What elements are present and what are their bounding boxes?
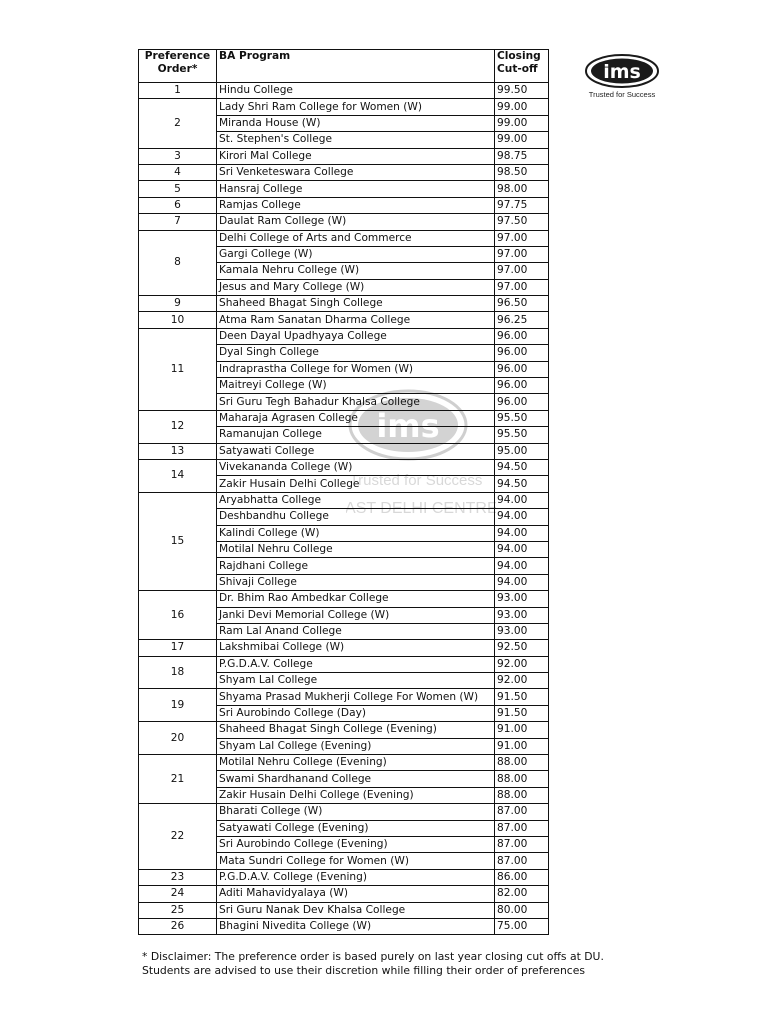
preference-order-cell: 2 xyxy=(139,99,217,148)
college-name-cell: Swami Shardhanand College xyxy=(217,771,495,787)
table-row xyxy=(139,410,549,426)
cutoff-cell: 91.00 xyxy=(495,722,549,738)
college-name-cell: Maharaja Agrasen College xyxy=(217,410,495,426)
table-row xyxy=(139,214,549,230)
cutoff-cell: 88.00 xyxy=(495,771,549,787)
table-row xyxy=(139,459,549,475)
college-name-cell: Delhi College of Arts and Commerce xyxy=(217,230,495,246)
cutoff-cell: 94.00 xyxy=(495,541,549,557)
cutoff-cell: 95.50 xyxy=(495,427,549,443)
college-name-cell: Bharati College (W) xyxy=(217,804,495,820)
preference-order-cell: 14 xyxy=(139,459,217,492)
cutoff-cell: 91.50 xyxy=(495,705,549,721)
preference-order-cell: 17 xyxy=(139,640,217,656)
cutoff-cell: 99.00 xyxy=(495,99,549,115)
table-row xyxy=(139,902,549,918)
preference-order-cell: 16 xyxy=(139,591,217,640)
preference-order-cell: 25 xyxy=(139,902,217,918)
cutoff-cell: 88.00 xyxy=(495,787,549,803)
cutoff-cell: 96.00 xyxy=(495,378,549,394)
preference-order-cell: 10 xyxy=(139,312,217,328)
college-name-cell: Shaheed Bhagat Singh College (Evening) xyxy=(217,722,495,738)
cutoff-cell: 93.00 xyxy=(495,591,549,607)
cutoff-cell: 94.00 xyxy=(495,492,549,508)
table-row xyxy=(139,886,549,902)
college-name-cell: Kamala Nehru College (W) xyxy=(217,263,495,279)
cutoff-cell: 91.00 xyxy=(495,738,549,754)
preference-order-cell: 9 xyxy=(139,296,217,312)
college-name-cell: Lady Shri Ram College for Women (W) xyxy=(217,99,495,115)
table-row xyxy=(139,722,549,738)
college-name-cell: P.G.D.A.V. College (Evening) xyxy=(217,869,495,885)
college-name-cell: Hindu College xyxy=(217,83,495,99)
table-row xyxy=(139,296,549,312)
cutoff-cell: 99.50 xyxy=(495,83,549,99)
table-row xyxy=(139,83,549,99)
college-name-cell: St. Stephen's College xyxy=(217,132,495,148)
cutoff-table xyxy=(138,49,549,935)
logo-tagline: Trusted for Success xyxy=(588,90,656,99)
preference-order-cell: 3 xyxy=(139,148,217,164)
watermark-centre: EAST DELHI CENTRE xyxy=(346,500,496,517)
college-name-cell: Ramjas College xyxy=(217,197,495,213)
college-name-cell: Deen Dayal Upadhyaya College xyxy=(217,328,495,344)
preference-order-cell: 18 xyxy=(139,656,217,689)
preference-order-cell: 15 xyxy=(139,492,217,590)
preference-order-cell: 7 xyxy=(139,214,217,230)
table-row xyxy=(139,443,549,459)
college-name-cell: Dr. Bhim Rao Ambedkar College xyxy=(217,591,495,607)
college-name-cell: Mata Sundri College for Women (W) xyxy=(217,853,495,869)
college-name-cell: Motilal Nehru College (Evening) xyxy=(217,755,495,771)
cutoff-cell: 93.00 xyxy=(495,623,549,639)
college-name-cell: Hansraj College xyxy=(217,181,495,197)
college-name-cell: Rajdhani College xyxy=(217,558,495,574)
preference-order-cell: 5 xyxy=(139,181,217,197)
cutoff-cell: 87.00 xyxy=(495,804,549,820)
preference-order-cell: 26 xyxy=(139,918,217,934)
preference-order-cell: 20 xyxy=(139,722,217,755)
college-name-cell: Kirori Mal College xyxy=(217,148,495,164)
cutoff-cell: 87.00 xyxy=(495,836,549,852)
college-name-cell: Lakshmibai College (W) xyxy=(217,640,495,656)
college-name-cell: Indraprastha College for Women (W) xyxy=(217,361,495,377)
college-name-cell: Ramanujan College xyxy=(217,427,495,443)
table-row xyxy=(139,640,549,656)
table-row xyxy=(139,148,549,164)
college-name-cell: Shivaji College xyxy=(217,574,495,590)
college-name-cell: Daulat Ram College (W) xyxy=(217,214,495,230)
college-name-cell: Jesus and Mary College (W) xyxy=(217,279,495,295)
college-name-cell: Miranda House (W) xyxy=(217,115,495,131)
college-name-cell: P.G.D.A.V. College xyxy=(217,656,495,672)
cutoff-cell: 96.00 xyxy=(495,345,549,361)
preference-order-cell: 11 xyxy=(139,328,217,410)
cutoff-cell: 99.00 xyxy=(495,132,549,148)
logo-text: ims xyxy=(603,61,641,83)
preference-order-cell: 24 xyxy=(139,886,217,902)
cutoff-cell: 97.00 xyxy=(495,279,549,295)
watermark-tagline: Trusted for Success xyxy=(349,472,483,489)
cutoff-cell: 94.00 xyxy=(495,509,549,525)
cutoff-cell: 86.00 xyxy=(495,869,549,885)
cutoff-cell: 91.50 xyxy=(495,689,549,705)
cutoff-cell: 80.00 xyxy=(495,902,549,918)
cutoff-cell: 82.00 xyxy=(495,886,549,902)
cutoff-cell: 98.75 xyxy=(495,148,549,164)
cutoff-cell: 96.00 xyxy=(495,361,549,377)
table-row xyxy=(139,492,549,508)
college-name-cell: Shyam Lal College xyxy=(217,673,495,689)
college-name-cell: Zakir Husain Delhi College (Evening) xyxy=(217,787,495,803)
preference-order-cell: 4 xyxy=(139,164,217,180)
college-name-cell: Deshbandhu College xyxy=(217,509,495,525)
cutoff-cell: 94.00 xyxy=(495,558,549,574)
preference-order-cell: 1 xyxy=(139,83,217,99)
disclaimer xyxy=(142,950,742,978)
college-name-cell: Satyawati College (Evening) xyxy=(217,820,495,836)
cutoff-cell: 97.00 xyxy=(495,246,549,262)
cutoff-cell: 92.00 xyxy=(495,656,549,672)
table-row xyxy=(139,230,549,246)
table-row xyxy=(139,689,549,705)
table-row xyxy=(139,197,549,213)
college-name-cell: Dyal Singh College xyxy=(217,345,495,361)
cutoff-cell: 88.00 xyxy=(495,755,549,771)
college-name-cell: Shaheed Bhagat Singh College xyxy=(217,296,495,312)
college-name-cell: Sri Guru Tegh Bahadur Khalsa College xyxy=(217,394,495,410)
table-row xyxy=(139,312,549,328)
college-name-cell: Zakir Husain Delhi College xyxy=(217,476,495,492)
college-name-cell: Bhagini Nivedita College (W) xyxy=(217,918,495,934)
preference-order-cell: 22 xyxy=(139,804,217,870)
cutoff-cell: 92.00 xyxy=(495,673,549,689)
table-row xyxy=(139,804,549,820)
header-preference-order: Preference Order* xyxy=(139,50,217,83)
preference-order-cell: 12 xyxy=(139,410,217,443)
cutoff-cell: 94.50 xyxy=(495,476,549,492)
cutoff-cell: 97.50 xyxy=(495,214,549,230)
cutoff-cell: 96.50 xyxy=(495,296,549,312)
college-name-cell: Ram Lal Anand College xyxy=(217,623,495,639)
table-row xyxy=(139,869,549,885)
cutoff-cell: 97.00 xyxy=(495,263,549,279)
table-row xyxy=(139,99,549,115)
college-name-cell: Gargi College (W) xyxy=(217,246,495,262)
disclaimer-line-1: * Disclaimer: The preference order is based purely on last year closing cut offs at DU. xyxy=(142,950,604,963)
table-body xyxy=(139,83,549,935)
cutoff-cell: 95.50 xyxy=(495,410,549,426)
table-row xyxy=(139,181,549,197)
preference-order-cell: 21 xyxy=(139,755,217,804)
college-name-cell: Sri Venketeswara College xyxy=(217,164,495,180)
college-name-cell: Shyam Lal College (Evening) xyxy=(217,738,495,754)
college-name-cell: Shyama Prasad Mukherji College For Women (W) xyxy=(217,689,495,705)
cutoff-cell: 93.00 xyxy=(495,607,549,623)
preference-order-cell: 19 xyxy=(139,689,217,722)
watermark-logo-text: ims xyxy=(376,407,440,445)
table-row xyxy=(139,591,549,607)
cutoff-cell: 75.00 xyxy=(495,918,549,934)
cutoff-cell: 95.00 xyxy=(495,443,549,459)
cutoff-cell: 98.50 xyxy=(495,164,549,180)
cutoff-cell: 94.00 xyxy=(495,525,549,541)
college-name-cell: Aryabhatta College xyxy=(217,492,495,508)
cutoff-cell: 94.00 xyxy=(495,574,549,590)
header-closing-cutoff: Closing Cut-off xyxy=(495,50,549,83)
table-row xyxy=(139,328,549,344)
preference-order-cell: 6 xyxy=(139,197,217,213)
college-name-cell: Sri Aurobindo College (Day) xyxy=(217,705,495,721)
table-row xyxy=(139,656,549,672)
college-name-cell: Motilal Nehru College xyxy=(217,541,495,557)
cutoff-cell: 94.50 xyxy=(495,459,549,475)
table-header-row xyxy=(139,50,549,83)
header-ba-program: BA Program xyxy=(217,50,495,83)
cutoff-cell: 97.75 xyxy=(495,197,549,213)
table-row xyxy=(139,918,549,934)
cutoff-cell: 96.00 xyxy=(495,394,549,410)
college-name-cell: Janki Devi Memorial College (W) xyxy=(217,607,495,623)
college-name-cell: Maitreyi College (W) xyxy=(217,378,495,394)
table-row xyxy=(139,164,549,180)
disclaimer-line-2: Students are advised to use their discretion while filling their order of preferences xyxy=(142,964,585,977)
cutoff-cell: 87.00 xyxy=(495,853,549,869)
preference-order-cell: 8 xyxy=(139,230,217,296)
preference-order-cell: 13 xyxy=(139,443,217,459)
cutoff-cell: 92.50 xyxy=(495,640,549,656)
college-name-cell: Atma Ram Sanatan Dharma College xyxy=(217,312,495,328)
cutoff-cell: 99.00 xyxy=(495,115,549,131)
college-name-cell: Sri Guru Nanak Dev Khalsa College xyxy=(217,902,495,918)
cutoff-cell: 98.00 xyxy=(495,181,549,197)
cutoff-cell: 97.00 xyxy=(495,230,549,246)
cutoff-cell: 96.00 xyxy=(495,328,549,344)
college-name-cell: Aditi Mahavidyalaya (W) xyxy=(217,886,495,902)
college-name-cell: Vivekananda College (W) xyxy=(217,459,495,475)
college-name-cell: Kalindi College (W) xyxy=(217,525,495,541)
preference-order-cell: 23 xyxy=(139,869,217,885)
cutoff-cell: 96.25 xyxy=(495,312,549,328)
college-name-cell: Satyawati College xyxy=(217,443,495,459)
cutoff-cell: 87.00 xyxy=(495,820,549,836)
table-row xyxy=(139,755,549,771)
college-name-cell: Sri Aurobindo College (Evening) xyxy=(217,836,495,852)
